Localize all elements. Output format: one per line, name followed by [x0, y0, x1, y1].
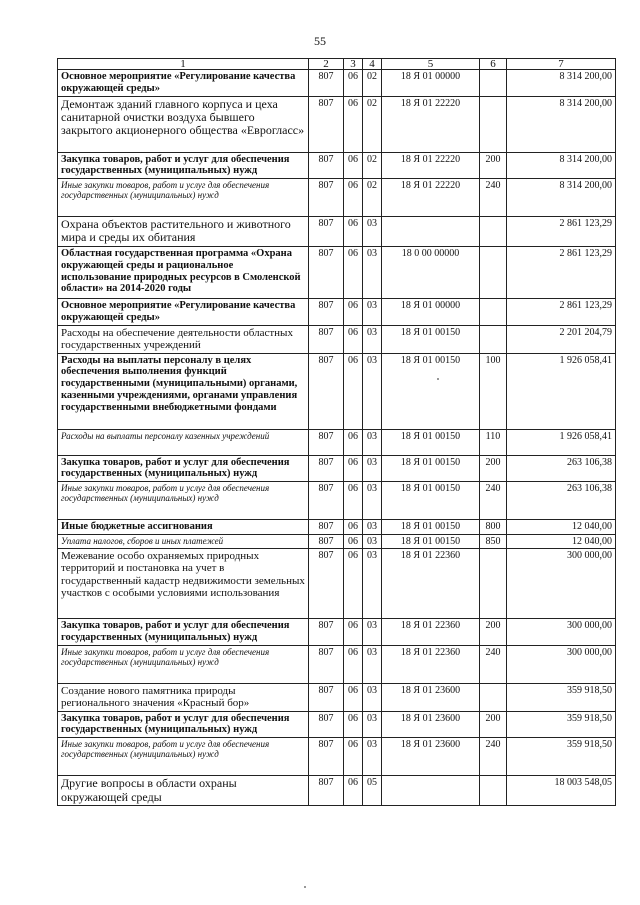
- row-expense-type: [480, 247, 507, 299]
- row-name: Основное мероприятие «Регулирование качества окружающей среды»: [58, 299, 309, 326]
- table-row: [58, 353, 616, 429]
- row-name: Демонтаж зданий главного корпуса и цеха санитарной очистки воздуха бывшего закрытого акционерного общества «Еврогласс»: [58, 96, 309, 152]
- row-name: Закупка товаров, работ и услуг для обеспечения государственных (муниципальных) нужд: [58, 711, 309, 738]
- header-col-6: 6: [480, 59, 507, 70]
- row-section-code: 807: [309, 217, 344, 247]
- row-subsection-code: 06: [344, 299, 363, 326]
- row-section-code: 807: [309, 326, 344, 354]
- row-expense-type: [480, 299, 507, 326]
- row-target-article: 18 Я 01 22220: [382, 96, 480, 152]
- row-amount: 263 106,38: [507, 482, 616, 520]
- row-subsection-code: 06: [344, 247, 363, 299]
- row-subsection-code: 06: [344, 776, 363, 806]
- row-amount: 8 314 200,00: [507, 70, 616, 97]
- row-target-article: 18 Я 01 00150: [382, 520, 480, 535]
- row-section-code: 807: [309, 247, 344, 299]
- header-row: [58, 59, 616, 70]
- row-amount: 359 918,50: [507, 738, 616, 776]
- row-chapter-code: 02: [363, 96, 382, 152]
- row-name: Закупка товаров, работ и услуг для обеспечения государственных (муниципальных) нужд: [58, 152, 309, 179]
- row-chapter-code: 03: [363, 217, 382, 247]
- row-section-code: 807: [309, 299, 344, 326]
- table-row: [58, 326, 616, 354]
- row-name: Иные закупки товаров, работ и услуг для обеспечения государственных (муниципальных) нужд: [58, 482, 309, 520]
- row-section-code: 807: [309, 70, 344, 97]
- row-expense-type: [480, 683, 507, 711]
- row-chapter-code: 03: [363, 429, 382, 455]
- row-chapter-code: 03: [363, 247, 382, 299]
- row-name: Расходы на выплаты персоналу казенных учреждений: [58, 429, 309, 455]
- row-section-code: 807: [309, 534, 344, 548]
- row-amount: 8 314 200,00: [507, 96, 616, 152]
- row-expense-type: 240: [480, 482, 507, 520]
- scan-speck: [304, 886, 306, 888]
- header-col-5: 5: [382, 59, 480, 70]
- row-expense-type: 100: [480, 353, 507, 429]
- row-name: Иные закупки товаров, работ и услуг для обеспечения государственных (муниципальных) нужд: [58, 738, 309, 776]
- row-target-article: 18 Я 01 23600: [382, 683, 480, 711]
- row-subsection-code: 06: [344, 96, 363, 152]
- row-expense-type: 240: [480, 179, 507, 217]
- row-section-code: 807: [309, 619, 344, 646]
- row-subsection-code: 06: [344, 326, 363, 354]
- row-expense-type: 800: [480, 520, 507, 535]
- row-section-code: 807: [309, 549, 344, 619]
- row-name: Охрана объектов растительного и животного мира и среды их обитания: [58, 217, 309, 247]
- row-chapter-code: 05: [363, 776, 382, 806]
- row-chapter-code: 03: [363, 645, 382, 683]
- row-target-article: 18 Я 01 00150: [382, 353, 480, 429]
- row-chapter-code: 03: [363, 353, 382, 429]
- row-chapter-code: 03: [363, 549, 382, 619]
- row-subsection-code: 06: [344, 534, 363, 548]
- header-col-4: 4: [363, 59, 382, 70]
- row-amount: 2 861 123,29: [507, 217, 616, 247]
- table-row: [58, 247, 616, 299]
- row-target-article: 18 Я 01 00150: [382, 534, 480, 548]
- row-section-code: 807: [309, 520, 344, 535]
- row-target-article: 18 Я 01 00000: [382, 299, 480, 326]
- row-subsection-code: 06: [344, 645, 363, 683]
- row-chapter-code: 03: [363, 299, 382, 326]
- row-target-article: 18 Я 01 22220: [382, 179, 480, 217]
- table-row: [58, 429, 616, 455]
- row-amount: 2 861 123,29: [507, 299, 616, 326]
- row-amount: 263 106,38: [507, 455, 616, 482]
- row-subsection-code: 06: [344, 619, 363, 646]
- row-subsection-code: 06: [344, 429, 363, 455]
- row-expense-type: 110: [480, 429, 507, 455]
- row-target-article: 18 Я 01 22360: [382, 645, 480, 683]
- scan-speck: [437, 378, 439, 380]
- row-chapter-code: 02: [363, 179, 382, 217]
- row-expense-type: [480, 70, 507, 97]
- row-chapter-code: 03: [363, 534, 382, 548]
- row-chapter-code: 03: [363, 738, 382, 776]
- row-subsection-code: 06: [344, 70, 363, 97]
- row-subsection-code: 06: [344, 711, 363, 738]
- row-amount: 12 040,00: [507, 520, 616, 535]
- row-amount: 300 000,00: [507, 549, 616, 619]
- row-name: Иные закупки товаров, работ и услуг для обеспечения государственных (муниципальных) нужд: [58, 645, 309, 683]
- row-amount: 300 000,00: [507, 619, 616, 646]
- header-col-3: 3: [344, 59, 363, 70]
- row-target-article: 18 Я 01 00150: [382, 326, 480, 354]
- table-row: [58, 299, 616, 326]
- row-name: Закупка товаров, работ и услуг для обеспечения государственных (муниципальных) нужд: [58, 619, 309, 646]
- row-expense-type: [480, 96, 507, 152]
- row-expense-type: [480, 217, 507, 247]
- table-row: [58, 179, 616, 217]
- header-col-2: 2: [309, 59, 344, 70]
- row-name: Уплата налогов, сборов и иных платежей: [58, 534, 309, 548]
- row-section-code: 807: [309, 776, 344, 806]
- table-row: [58, 70, 616, 97]
- row-subsection-code: 06: [344, 482, 363, 520]
- row-subsection-code: 06: [344, 353, 363, 429]
- table-row: [58, 455, 616, 482]
- row-subsection-code: 06: [344, 455, 363, 482]
- row-amount: 1 926 058,41: [507, 429, 616, 455]
- row-name: Создание нового памятника природы регионального значения «Красный бор»: [58, 683, 309, 711]
- table-row: [58, 520, 616, 535]
- row-target-article: 18 Я 01 22360: [382, 619, 480, 646]
- table-row: [58, 549, 616, 619]
- page-number: 55: [314, 34, 326, 48]
- row-expense-type: 240: [480, 738, 507, 776]
- row-section-code: 807: [309, 482, 344, 520]
- row-chapter-code: 03: [363, 326, 382, 354]
- row-amount: 12 040,00: [507, 534, 616, 548]
- row-target-article: 18 Я 01 22220: [382, 152, 480, 179]
- table-row: [58, 96, 616, 152]
- row-expense-type: 200: [480, 711, 507, 738]
- table-row: [58, 619, 616, 646]
- header-col-7: 7: [507, 59, 616, 70]
- row-chapter-code: 03: [363, 619, 382, 646]
- row-expense-type: 850: [480, 534, 507, 548]
- row-target-article: 18 Я 01 00150: [382, 429, 480, 455]
- row-section-code: 807: [309, 152, 344, 179]
- table-row: [58, 482, 616, 520]
- row-target-article: 18 Я 01 22360: [382, 549, 480, 619]
- row-expense-type: 200: [480, 152, 507, 179]
- row-amount: 300 000,00: [507, 645, 616, 683]
- row-name: Иные закупки товаров, работ и услуг для обеспечения государственных (муниципальных) нужд: [58, 179, 309, 217]
- table-row: [58, 711, 616, 738]
- row-amount: 8 314 200,00: [507, 152, 616, 179]
- row-amount: 1 926 058,41: [507, 353, 616, 429]
- row-amount: 18 003 548,05: [507, 776, 616, 806]
- row-section-code: 807: [309, 738, 344, 776]
- row-name: Закупка товаров, работ и услуг для обеспечения государственных (муниципальных) нужд: [58, 455, 309, 482]
- row-section-code: 807: [309, 455, 344, 482]
- row-expense-type: [480, 326, 507, 354]
- row-expense-type: [480, 776, 507, 806]
- row-target-article: [382, 217, 480, 247]
- row-name: Основное мероприятие «Регулирование качества окружающей среды»: [58, 70, 309, 97]
- row-subsection-code: 06: [344, 683, 363, 711]
- row-subsection-code: 06: [344, 738, 363, 776]
- row-target-article: 18 Я 01 00150: [382, 482, 480, 520]
- table-row: [58, 152, 616, 179]
- table-body: [58, 70, 616, 806]
- row-subsection-code: 06: [344, 152, 363, 179]
- row-chapter-code: 02: [363, 70, 382, 97]
- header-col-1: 1: [58, 59, 309, 70]
- row-chapter-code: 03: [363, 455, 382, 482]
- row-section-code: 807: [309, 179, 344, 217]
- row-target-article: 18 Я 01 23600: [382, 711, 480, 738]
- row-expense-type: 200: [480, 455, 507, 482]
- row-expense-type: 200: [480, 619, 507, 646]
- row-name: Расходы на обеспечение деятельности областных государственных учреждений: [58, 326, 309, 354]
- row-chapter-code: 03: [363, 711, 382, 738]
- row-target-article: 18 0 00 00000: [382, 247, 480, 299]
- row-chapter-code: 03: [363, 482, 382, 520]
- row-target-article: 18 Я 01 00150: [382, 455, 480, 482]
- budget-table: [57, 58, 616, 806]
- row-expense-type: [480, 549, 507, 619]
- row-chapter-code: 03: [363, 683, 382, 711]
- row-target-article: 18 Я 01 00000: [382, 70, 480, 97]
- row-name: Иные бюджетные ассигнования: [58, 520, 309, 535]
- row-target-article: 18 Я 01 23600: [382, 738, 480, 776]
- row-name: Расходы на выплаты персоналу в целях обеспечения выполнения функций государственными (муниципальными) органами, казенными учреждениями, органами управления государственными внебюджетными фондами: [58, 353, 309, 429]
- row-amount: 8 314 200,00: [507, 179, 616, 217]
- table-row: [58, 776, 616, 806]
- row-name: Другие вопросы в области охраны окружающей среды: [58, 776, 309, 806]
- row-section-code: 807: [309, 96, 344, 152]
- row-section-code: 807: [309, 683, 344, 711]
- table-row: [58, 217, 616, 247]
- row-subsection-code: 06: [344, 549, 363, 619]
- row-name: Межевание особо охраняемых природных территорий и постановка на учет в государственный кадастр недвижимости земельных участков с особыми условиями использования: [58, 549, 309, 619]
- table-row: [58, 534, 616, 548]
- table-row: [58, 645, 616, 683]
- row-chapter-code: 02: [363, 152, 382, 179]
- row-amount: 2 201 204,79: [507, 326, 616, 354]
- row-section-code: 807: [309, 429, 344, 455]
- table-row: [58, 683, 616, 711]
- table-row: [58, 738, 616, 776]
- row-chapter-code: 03: [363, 520, 382, 535]
- row-subsection-code: 06: [344, 520, 363, 535]
- row-amount: 2 861 123,29: [507, 247, 616, 299]
- row-section-code: 807: [309, 711, 344, 738]
- row-subsection-code: 06: [344, 179, 363, 217]
- row-target-article: [382, 776, 480, 806]
- row-section-code: 807: [309, 353, 344, 429]
- row-section-code: 807: [309, 645, 344, 683]
- row-subsection-code: 06: [344, 217, 363, 247]
- row-name: Областная государственная программа «Охрана окружающей среды и рациональное использование природных ресурсов в Смоленской области» на 2014-2020 годы: [58, 247, 309, 299]
- row-expense-type: 240: [480, 645, 507, 683]
- row-amount: 359 918,50: [507, 683, 616, 711]
- row-amount: 359 918,50: [507, 711, 616, 738]
